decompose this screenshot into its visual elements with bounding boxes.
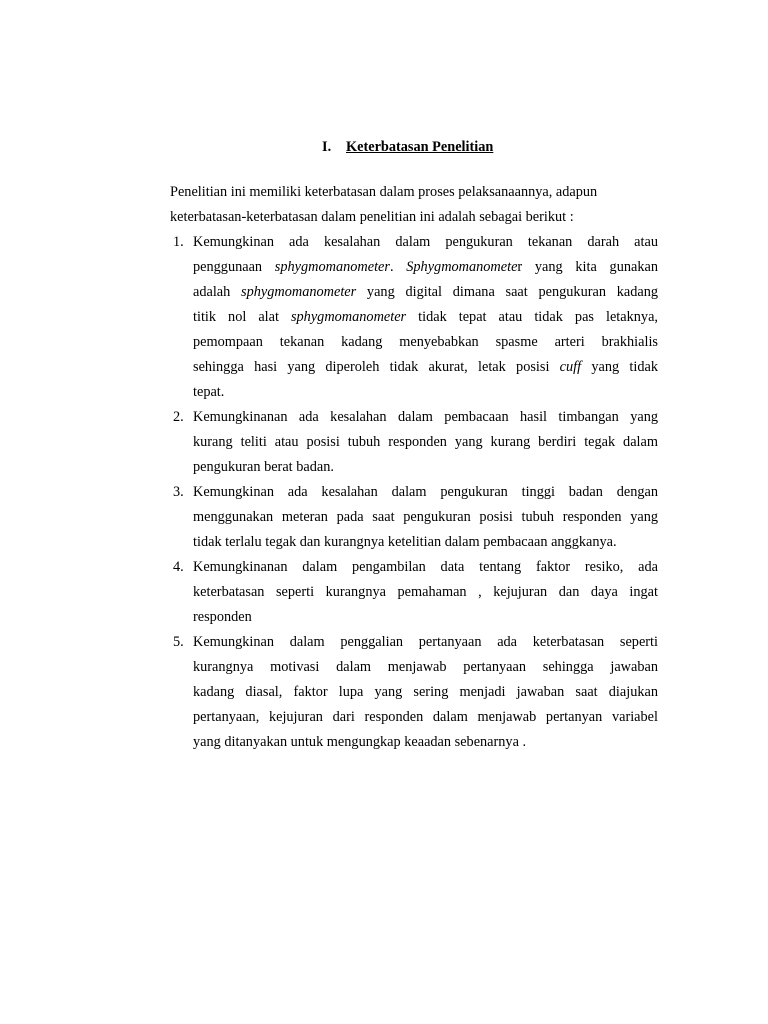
list-item — [170, 480, 658, 555]
list-item-number: 3. — [173, 484, 184, 500]
italic-term: sphygmomanometer — [274, 259, 390, 275]
limitations-list — [170, 230, 658, 755]
list-item-number: 4. — [173, 559, 184, 575]
italic-term: cuff — [559, 359, 582, 375]
list-item-line: tidak terlalu tegak dan kurangnya ketelitian dalam pembacaan anggkanya. — [193, 534, 617, 550]
list-item-line: Kemungkinan ada kesalahan dalam pengukuran tekanan darah atau — [193, 234, 658, 250]
list-item-line: adalah sphygmomanometer yang digital dimana saat pengukuran kadang — [193, 284, 658, 300]
section-heading — [322, 138, 493, 156]
section-title: Keterbatasan Penelitian — [346, 139, 494, 155]
list-item-line: responden — [193, 609, 252, 625]
list-item-number: 1. — [173, 234, 184, 250]
list-item-line: pertanyaan, kejujuran dari responden dalam menjawab pertanyan variabel — [193, 709, 658, 725]
list-item-line: Kemungkinan dalam penggalian pertanyaan ada keterbatasan seperti — [193, 634, 658, 650]
intro-line: keterbatasan-keterbatasan dalam penelitian ini adalah sebagai berikut : — [170, 209, 574, 225]
italic-term: Sphygmomanomete — [406, 259, 518, 275]
italic-term: sphygmomanometer — [290, 309, 407, 325]
list-item — [170, 555, 658, 630]
list-item-number: 5. — [173, 634, 184, 650]
list-item-line: titik nol alat sphygmomanometer tidak tepat atau tidak pas letaknya, — [193, 309, 658, 325]
list-item-line: keterbatasan seperti kurangnya pemahaman , kejujuran dan daya ingat — [193, 584, 658, 600]
list-item-line: menggunakan meteran pada saat pengukuran posisi tubuh responden yang — [193, 509, 658, 525]
list-item-line: penggunaan sphygmomanometer. Sphygmomanometer yang kita gunakan — [193, 259, 658, 275]
list-item-line: Kemungkinan ada kesalahan dalam pengukuran tinggi badan dengan — [193, 484, 658, 500]
list-item — [170, 630, 658, 755]
intro-line: Penelitian ini memiliki keterbatasan dalam proses pelaksanaannya, adapun — [170, 184, 598, 200]
list-item-line: sehingga hasi yang diperoleh tidak akurat, letak posisi cuff yang tidak — [193, 359, 659, 375]
list-item-line: tepat. — [193, 384, 225, 400]
list-item-line: Kemungkinanan dalam pengambilan data tentang faktor resiko, ada — [193, 559, 658, 575]
list-item-number: 2. — [173, 409, 184, 425]
section-number: I. — [322, 139, 332, 155]
list-item-line: yang ditanyakan untuk mengungkap keaadan sebenarnya . — [193, 734, 527, 750]
list-item-line: Kemungkinanan ada kesalahan dalam pembacaan hasil timbangan yang — [193, 409, 658, 425]
list-item — [170, 230, 658, 405]
italic-term: sphygmomanometer — [241, 284, 357, 300]
list-item-line: kurang teliti atau posisi tubuh responden yang kurang berdiri tegak dalam — [193, 434, 658, 450]
list-item — [170, 405, 658, 480]
list-item-line: kadang diasal, faktor lupa yang sering menjadi jawaban saat diajukan — [193, 684, 658, 700]
section-body — [170, 180, 658, 755]
list-item-line: kurangnya motivasi dalam menjawab pertanyaan sehingga jawaban — [193, 659, 658, 675]
intro-paragraph — [170, 180, 658, 230]
list-item-line: pemompaan tekanan kadang menyebabkan spasme arteri brakhialis — [193, 334, 658, 350]
list-item-line: pengukuran berat badan. — [193, 459, 334, 475]
